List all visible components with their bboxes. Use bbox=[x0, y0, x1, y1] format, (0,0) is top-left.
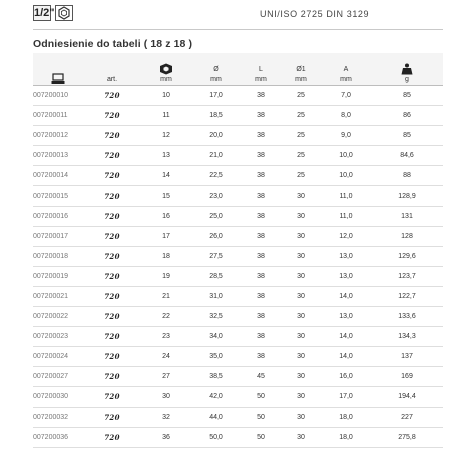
col-a-cell: 13,0 bbox=[321, 246, 371, 266]
col-code-cell[interactable]: 007200023 bbox=[33, 327, 83, 347]
col-weight-cell: 85 bbox=[371, 126, 443, 146]
col-diameter1-cell: 30 bbox=[281, 307, 321, 327]
col-code-cell[interactable]: 007200036 bbox=[33, 427, 83, 447]
col-diameter-cell: 35,0 bbox=[191, 347, 241, 367]
col-size-cell: 16 bbox=[141, 206, 191, 226]
col-code-cell[interactable]: 007200021 bbox=[33, 286, 83, 306]
col-weight-cell: 86 bbox=[371, 106, 443, 126]
column-unit: mm bbox=[340, 76, 352, 83]
col-diameter1-cell: 30 bbox=[281, 427, 321, 447]
col-size-cell: 36 bbox=[141, 427, 191, 447]
col-size-cell: 12 bbox=[141, 126, 191, 146]
divider bbox=[33, 29, 443, 30]
col-a-cell: 12,0 bbox=[321, 226, 371, 246]
column-unit: g bbox=[405, 76, 409, 83]
col-a-cell: 17,0 bbox=[321, 387, 371, 407]
col-length-header bbox=[241, 53, 281, 86]
col-size-cell: 23 bbox=[141, 327, 191, 347]
table-row[interactable] bbox=[33, 206, 443, 226]
col-size-cell: 19 bbox=[141, 266, 191, 286]
col-a-cell: 14,0 bbox=[321, 347, 371, 367]
col-code-cell[interactable]: 007200017 bbox=[33, 226, 83, 246]
col-diameter-cell: 31,0 bbox=[191, 286, 241, 306]
col-diameter-cell: 38,5 bbox=[191, 367, 241, 387]
col-a-cell: 14,0 bbox=[321, 286, 371, 306]
col-size-cell: 10 bbox=[141, 86, 191, 106]
col-length-cell: 38 bbox=[241, 246, 281, 266]
col-art-cell: 720 bbox=[83, 307, 141, 327]
col-code-cell[interactable]: 007200010 bbox=[33, 86, 83, 106]
col-length-cell: 38 bbox=[241, 146, 281, 166]
col-a-cell: 18,0 bbox=[321, 427, 371, 447]
col-code-cell[interactable]: 007200014 bbox=[33, 166, 83, 186]
col-length-cell: 38 bbox=[241, 266, 281, 286]
col-length-cell: 38 bbox=[241, 166, 281, 186]
col-length-cell: 38 bbox=[241, 186, 281, 206]
col-a-cell: 16,0 bbox=[321, 367, 371, 387]
col-weight-cell: 227 bbox=[371, 407, 443, 427]
col-length-cell: 50 bbox=[241, 407, 281, 427]
col-a-cell: 18,0 bbox=[321, 407, 371, 427]
col-art-cell: 720 bbox=[83, 106, 141, 126]
col-a-cell: 10,0 bbox=[321, 166, 371, 186]
col-length-cell: 50 bbox=[241, 427, 281, 447]
col-diameter-cell: 42,0 bbox=[191, 387, 241, 407]
col-length-cell: 45 bbox=[241, 367, 281, 387]
col-code-cell[interactable]: 007200022 bbox=[33, 307, 83, 327]
col-diameter1-cell: 30 bbox=[281, 347, 321, 367]
col-size-cell: 24 bbox=[141, 347, 191, 367]
col-a-cell: 13,0 bbox=[321, 266, 371, 286]
table-row[interactable] bbox=[33, 327, 443, 347]
col-weight-cell: 128,9 bbox=[371, 186, 443, 206]
col-code-cell[interactable]: 007200016 bbox=[33, 206, 83, 226]
col-weight-cell: 85 bbox=[371, 86, 443, 106]
col-length-cell: 38 bbox=[241, 106, 281, 126]
table-row[interactable] bbox=[33, 86, 443, 106]
table-title: Odniesienie do tabeli ( 18 z 18 ) bbox=[33, 38, 193, 50]
col-a-header bbox=[321, 53, 371, 86]
col-diameter1-cell: 30 bbox=[281, 246, 321, 266]
col-a-cell: 10,0 bbox=[321, 146, 371, 166]
table-row[interactable] bbox=[33, 427, 443, 447]
col-diameter1-cell: 30 bbox=[281, 186, 321, 206]
col-size-cell: 11 bbox=[141, 106, 191, 126]
col-diameter1-cell: 30 bbox=[281, 327, 321, 347]
col-size-cell: 18 bbox=[141, 246, 191, 266]
col-diameter-cell: 21,0 bbox=[191, 146, 241, 166]
col-size-cell: 22 bbox=[141, 307, 191, 327]
col-size-cell: 17 bbox=[141, 226, 191, 246]
col-size-cell: 32 bbox=[141, 407, 191, 427]
col-diameter-cell: 23,0 bbox=[191, 186, 241, 206]
col-art-cell: 720 bbox=[83, 166, 141, 186]
col-weight-cell: 123,7 bbox=[371, 266, 443, 286]
col-diameter1-cell: 30 bbox=[281, 407, 321, 427]
col-size-cell: 14 bbox=[141, 166, 191, 186]
col-size-cell: 15 bbox=[141, 186, 191, 206]
col-diameter1-cell: 25 bbox=[281, 146, 321, 166]
col-diameter-cell: 20,0 bbox=[191, 126, 241, 146]
col-weight-cell: 88 bbox=[371, 166, 443, 186]
col-a-cell: 11,0 bbox=[321, 186, 371, 206]
column-label: Ø1 bbox=[296, 66, 306, 73]
col-art-cell: 720 bbox=[83, 206, 141, 226]
table-row[interactable] bbox=[33, 387, 443, 407]
col-diameter1-cell: 30 bbox=[281, 226, 321, 246]
col-a-cell: 13,0 bbox=[321, 307, 371, 327]
hex-nut-icon bbox=[141, 63, 191, 75]
col-diameter1-cell: 25 bbox=[281, 166, 321, 186]
col-art-header bbox=[83, 53, 141, 86]
col-length-cell: 38 bbox=[241, 86, 281, 106]
col-size-cell: 21 bbox=[141, 286, 191, 306]
col-diameter-cell: 25,0 bbox=[191, 206, 241, 226]
column-label: A bbox=[343, 66, 349, 73]
table-row[interactable] bbox=[33, 126, 443, 146]
column-unit: mm bbox=[160, 76, 172, 83]
col-code-cell[interactable]: 007200013 bbox=[33, 146, 83, 166]
col-diameter-cell: 50,0 bbox=[191, 427, 241, 447]
col-diameter1-header bbox=[281, 53, 321, 86]
col-a-cell: 14,0 bbox=[321, 327, 371, 347]
col-weight-cell: 194,4 bbox=[371, 387, 443, 407]
table-row[interactable] bbox=[33, 286, 443, 306]
col-length-cell: 38 bbox=[241, 126, 281, 146]
col-art-cell: 720 bbox=[83, 427, 141, 447]
col-weight-cell: 275,8 bbox=[371, 427, 443, 447]
col-diameter1-cell: 25 bbox=[281, 126, 321, 146]
col-a-cell: 8,0 bbox=[321, 106, 371, 126]
col-weight-cell: 137 bbox=[371, 347, 443, 367]
col-diameter1-cell: 25 bbox=[281, 86, 321, 106]
col-art-cell: 720 bbox=[83, 407, 141, 427]
col-code-cell[interactable]: 007200012 bbox=[33, 126, 83, 146]
col-size-cell: 13 bbox=[141, 146, 191, 166]
col-weight-cell: 133,6 bbox=[371, 307, 443, 327]
col-art-cell: 720 bbox=[83, 266, 141, 286]
col-length-cell: 38 bbox=[241, 307, 281, 327]
col-code-cell[interactable]: 007200019 bbox=[33, 266, 83, 286]
col-code-cell[interactable]: 007200030 bbox=[33, 387, 83, 407]
table-header-row bbox=[33, 53, 443, 86]
table-row[interactable] bbox=[33, 166, 443, 186]
table-row[interactable] bbox=[33, 226, 443, 246]
col-diameter1-cell: 30 bbox=[281, 387, 321, 407]
col-diameter1-cell: 30 bbox=[281, 266, 321, 286]
col-code-cell[interactable]: 007200015 bbox=[33, 186, 83, 206]
col-diameter-cell: 17,0 bbox=[191, 86, 241, 106]
col-size-header bbox=[141, 53, 191, 86]
col-a-cell: 7,0 bbox=[321, 86, 371, 106]
col-art-cell: 720 bbox=[83, 286, 141, 306]
col-code-header bbox=[33, 53, 83, 86]
col-diameter-cell: 27,5 bbox=[191, 246, 241, 266]
col-length-cell: 50 bbox=[241, 387, 281, 407]
column-unit: mm bbox=[295, 76, 307, 83]
table-row[interactable] bbox=[33, 347, 443, 367]
column-label: art. bbox=[106, 76, 118, 83]
column-unit: mm bbox=[210, 76, 222, 83]
col-weight-header bbox=[371, 53, 443, 86]
header-bar bbox=[0, 0, 450, 28]
col-art-cell: 720 bbox=[83, 186, 141, 206]
col-diameter-cell: 34,0 bbox=[191, 327, 241, 347]
col-art-cell: 720 bbox=[83, 367, 141, 387]
col-diameter1-cell: 30 bbox=[281, 286, 321, 306]
col-art-cell: 720 bbox=[83, 246, 141, 266]
col-weight-cell: 122,7 bbox=[371, 286, 443, 306]
column-label: Ø bbox=[213, 66, 219, 73]
col-length-cell: 38 bbox=[241, 226, 281, 246]
table-row[interactable] bbox=[33, 146, 443, 166]
col-code-cell[interactable]: 007200027 bbox=[33, 367, 83, 387]
col-art-cell: 720 bbox=[83, 347, 141, 367]
col-diameter1-cell: 25 bbox=[281, 106, 321, 126]
col-art-cell: 720 bbox=[83, 126, 141, 146]
table-row[interactable] bbox=[33, 106, 443, 126]
col-art-cell: 720 bbox=[83, 86, 141, 106]
col-length-cell: 38 bbox=[241, 347, 281, 367]
col-length-cell: 38 bbox=[241, 327, 281, 347]
col-art-cell: 720 bbox=[83, 226, 141, 246]
col-art-cell: 720 bbox=[83, 327, 141, 347]
col-diameter-cell: 22,5 bbox=[191, 166, 241, 186]
column-unit: mm bbox=[255, 76, 267, 83]
drive-size-badge: 1/2" bbox=[34, 7, 55, 19]
table-row[interactable] bbox=[33, 307, 443, 327]
col-diameter-header bbox=[191, 53, 241, 86]
col-code-cell[interactable]: 007200011 bbox=[33, 106, 83, 126]
table-row[interactable] bbox=[33, 407, 443, 427]
table-row[interactable] bbox=[33, 186, 443, 206]
table-row[interactable] bbox=[33, 367, 443, 387]
col-weight-cell: 169 bbox=[371, 367, 443, 387]
col-code-cell[interactable]: 007200032 bbox=[33, 407, 83, 427]
col-weight-cell: 129,6 bbox=[371, 246, 443, 266]
col-art-cell: 720 bbox=[83, 387, 141, 407]
col-diameter-cell: 32,5 bbox=[191, 307, 241, 327]
catalog-icon bbox=[33, 73, 83, 85]
col-length-cell: 38 bbox=[241, 286, 281, 306]
col-art-cell: 720 bbox=[83, 146, 141, 166]
col-diameter-cell: 26,0 bbox=[191, 226, 241, 246]
specification-table bbox=[33, 53, 443, 448]
col-size-cell: 27 bbox=[141, 367, 191, 387]
col-weight-cell: 128 bbox=[371, 226, 443, 246]
col-weight-cell: 131 bbox=[371, 206, 443, 226]
standard-label: UNI/ISO 2725 DIN 3129 bbox=[260, 9, 370, 19]
col-diameter-cell: 28,5 bbox=[191, 266, 241, 286]
col-diameter-cell: 44,0 bbox=[191, 407, 241, 427]
col-a-cell: 9,0 bbox=[321, 126, 371, 146]
col-diameter1-cell: 30 bbox=[281, 206, 321, 226]
col-size-cell: 30 bbox=[141, 387, 191, 407]
col-diameter-cell: 18,5 bbox=[191, 106, 241, 126]
table-body bbox=[33, 86, 443, 448]
weight-icon bbox=[371, 63, 443, 75]
column-label: L bbox=[259, 66, 263, 73]
col-length-cell: 38 bbox=[241, 206, 281, 226]
col-a-cell: 11,0 bbox=[321, 206, 371, 226]
col-code-cell[interactable]: 007200018 bbox=[33, 246, 83, 266]
col-diameter1-cell: 30 bbox=[281, 367, 321, 387]
table-row[interactable] bbox=[33, 266, 443, 286]
hex-socket-icon bbox=[55, 5, 73, 21]
col-weight-cell: 84,6 bbox=[371, 146, 443, 166]
col-code-cell[interactable]: 007200024 bbox=[33, 347, 83, 367]
col-weight-cell: 134,3 bbox=[371, 327, 443, 347]
table-row[interactable] bbox=[33, 246, 443, 266]
